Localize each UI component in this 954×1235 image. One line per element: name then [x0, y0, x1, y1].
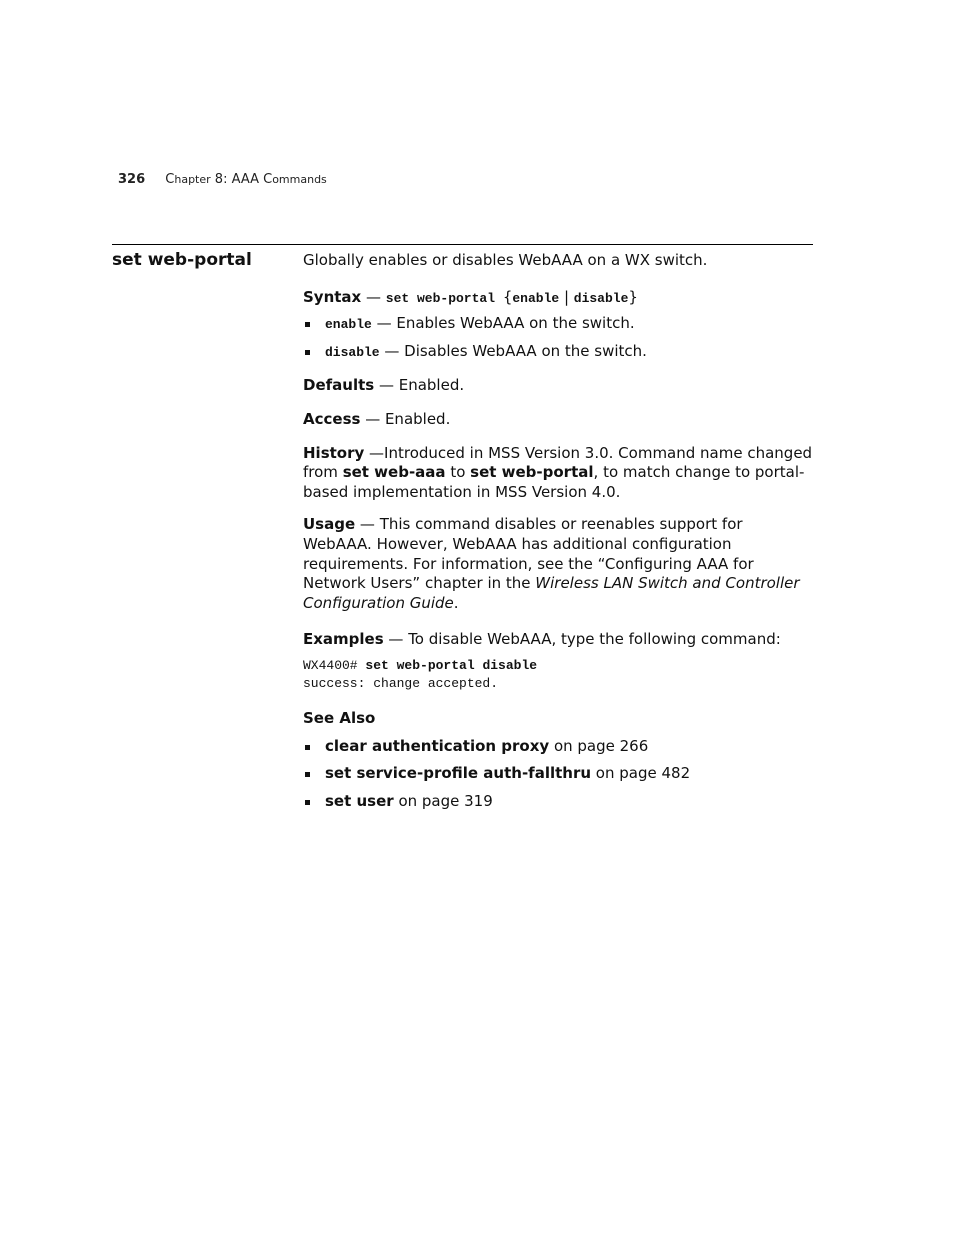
syntax-line — [303, 288, 815, 309]
syntax-label: Syntax — [303, 287, 362, 306]
see-also-command[interactable]: set service-profile auth-fallthru — [325, 764, 592, 783]
syntax-option-enable: enable — [512, 290, 560, 306]
cli-command: set web-portal disable — [365, 657, 538, 673]
see-also-page: on page 319 — [393, 791, 493, 810]
new-command-name: set web-portal — [470, 463, 594, 482]
command-description: Globally enables or disables WebAAA on a WX switch. — [303, 251, 708, 269]
access-text: — Enabled. — [360, 409, 451, 428]
history-text-3: , to match change to portal-based implementation in MSS Version 4.0. — [303, 463, 805, 501]
defaults-text: — Enabled. — [374, 376, 465, 395]
syntax-brace-open: { — [502, 287, 513, 306]
defaults-line — [303, 376, 815, 396]
defaults-label: Defaults — [303, 376, 375, 395]
access-label: Access — [303, 409, 361, 428]
see-also-item[interactable] — [303, 792, 815, 812]
running-header — [118, 172, 327, 187]
cli-output: success: change accepted. — [303, 675, 499, 691]
usage-text-2: . — [453, 593, 459, 612]
see-also-command[interactable]: clear authentication proxy — [325, 736, 550, 755]
commands-word-rest: ommands — [272, 173, 327, 186]
chapter-number: 8: AAA — [210, 172, 264, 187]
examples-line — [303, 630, 815, 650]
usage-text-1: — This command disables or reenables support for WebAAA. However, WebAAA has additional configuration requirements. For information, see the “Configuring AAA for Network Users” chapter in the — [303, 515, 754, 593]
access-line — [303, 410, 815, 430]
example-code-block — [303, 657, 815, 693]
usage-label: Usage — [303, 515, 356, 534]
option-description: — Disables WebAAA on the switch. — [379, 341, 647, 360]
see-also-page: on page 266 — [549, 736, 649, 755]
section-rule — [112, 244, 813, 245]
cli-prompt: WX4400# — [303, 657, 366, 673]
option-description: — Enables WebAAA on the switch. — [371, 314, 635, 333]
see-also-item[interactable] — [303, 764, 815, 784]
option-term: enable — [325, 317, 372, 333]
see-also-item[interactable] — [303, 737, 815, 757]
chapter-initial-c: C — [165, 172, 175, 187]
see-also-heading: See Also — [303, 708, 376, 727]
chapter-word-rest: hapter — [174, 173, 211, 186]
old-command-name: set web-aaa — [342, 463, 446, 482]
command-body — [303, 251, 815, 811]
example-command-line — [303, 657, 815, 675]
syntax-command: set web-portal — [385, 290, 503, 306]
syntax-brace-close: } — [628, 287, 638, 306]
examples-text: — To disable WebAAA, type the following command: — [383, 630, 781, 649]
command-title: set web-portal — [112, 250, 252, 270]
syntax-dash: — — [361, 287, 386, 306]
history-text-1: —Introduced in MSS Version 3.0. Command name changed from — [303, 443, 813, 482]
syntax-option-item — [303, 342, 815, 363]
syntax-option-item — [303, 314, 815, 335]
syntax-options-list — [303, 314, 815, 362]
syntax-separator: | — [559, 287, 574, 306]
syntax-option-disable: disable — [573, 290, 629, 306]
history-paragraph — [303, 444, 815, 503]
commands-initial-c: C — [263, 172, 273, 187]
see-also-list — [303, 737, 815, 812]
usage-paragraph — [303, 515, 815, 613]
history-text-2: to — [445, 463, 471, 482]
see-also-page: on page 482 — [591, 764, 691, 783]
history-label: History — [303, 443, 365, 462]
see-also-command[interactable]: set user — [325, 791, 394, 810]
chapter-label — [165, 172, 327, 187]
guide-title: Wireless LAN Switch and Controller Configuration Guide — [303, 574, 800, 612]
examples-label: Examples — [303, 630, 384, 649]
page-number: 326 — [118, 172, 146, 187]
option-term: disable — [325, 344, 380, 360]
